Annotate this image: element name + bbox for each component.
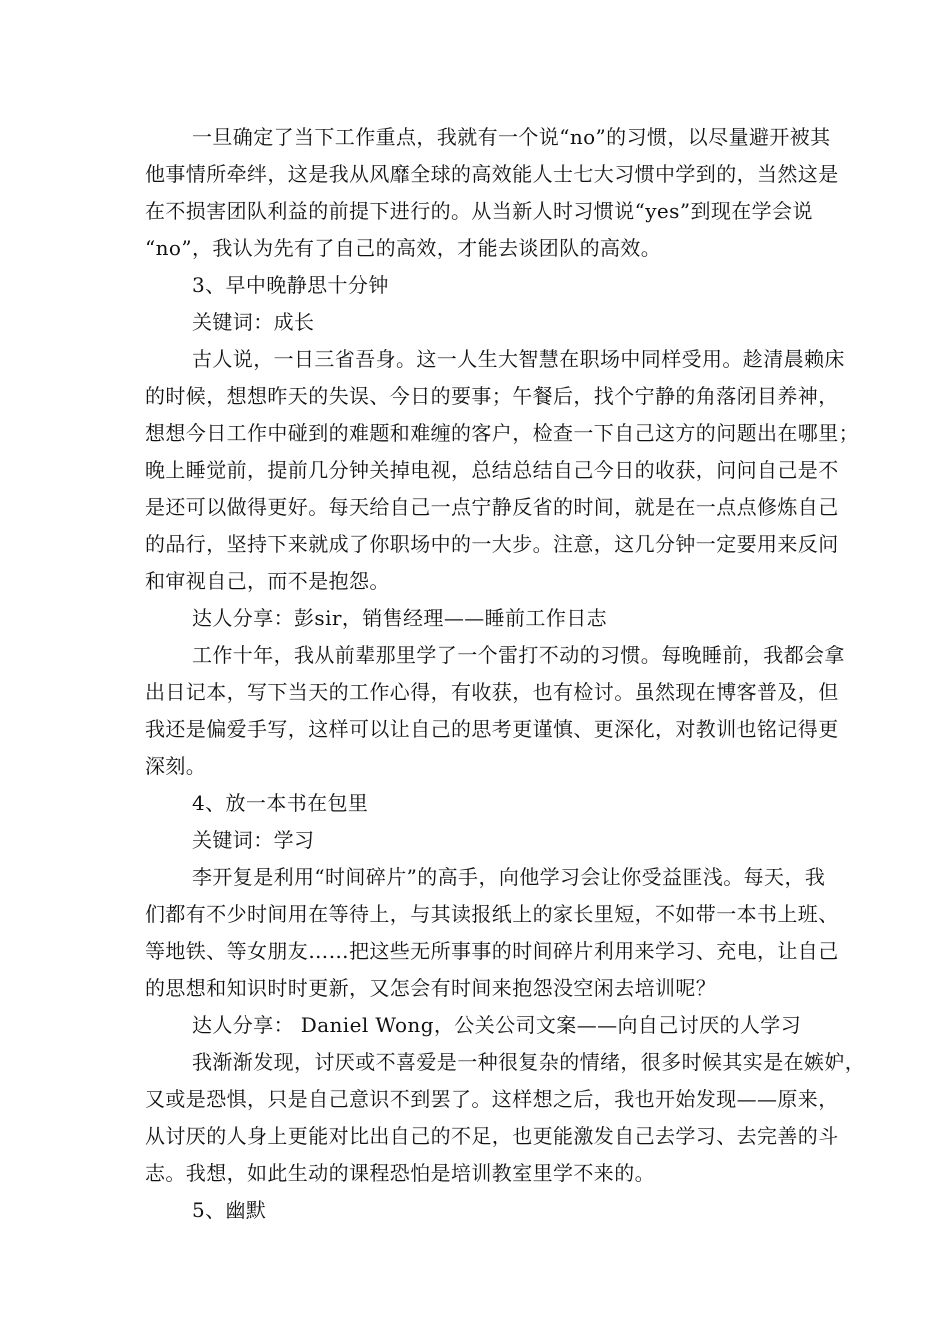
paragraph-line: 我渐渐发现，讨厌或不喜爱是一种很复杂的情绪，很多时候其实是在嫉妒， — [192, 1050, 866, 1074]
paragraph-line: 的思想和知识时时更新，又怎会有时间来抱怨没空闲去培训呢？ — [145, 976, 717, 1000]
paragraph-line: 又或是恐惧，只是自己意识不到罢了。这样想之后，我也开始发现——原来， — [145, 1087, 839, 1111]
paragraph-line: 和审视自己，而不是抱怨。 — [145, 569, 390, 593]
section-heading: 5、幽默 — [192, 1198, 267, 1222]
expert-share-heading: 达人分享： Daniel Wong，公关公司文案——向自己讨厌的人学习 — [192, 1013, 802, 1037]
paragraph-line: 想想今日工作中碰到的难题和难缠的客户，检查一下自己这方的问题出在哪里； — [145, 421, 859, 445]
section-heading: 4、放一本书在包里 — [192, 791, 369, 815]
paragraph-line: 一旦确定了当下工作重点，我就有一个说“no”的习惯，以尽量避开被其 — [192, 125, 831, 149]
paragraph-line: 等地铁、等女朋友……把这些无所事事的时间碎片利用来学习、充电，让自己 — [145, 939, 839, 963]
paragraph-line: 的时候，想想昨天的失误、今日的要事；午餐后，找个宁静的角落闭目养神， — [145, 384, 839, 408]
paragraph-line: 工作十年，我从前辈那里学了一个雷打不动的习惯。每晚睡前，我都会拿 — [192, 643, 845, 667]
keyword-label: 关键词：成长 — [192, 310, 315, 334]
section-heading: 3、早中晚静思十分钟 — [192, 273, 389, 297]
paragraph-line: 出日记本，写下当天的工作心得，有收获，也有检讨。虽然现在博客普及，但 — [145, 680, 839, 704]
paragraph-line: 我还是偏爱手写，这样可以让自己的思考更谨慎、更深化，对教训也铭记得更 — [145, 717, 839, 741]
paragraph-line: 他事情所牵绊，这是我从风靡全球的高效能人士七大习惯中学到的，当然这是 — [145, 162, 839, 186]
paragraph-line: 的品行，坚持下来就成了你职场中的一大步。注意，这几分钟一定要用来反问 — [145, 532, 839, 556]
paragraph-line: “no”，我认为先有了自己的高效，才能去谈团队的高效。 — [145, 236, 662, 260]
paragraph-line: 们都有不少时间用在等待上，与其读报纸上的家长里短，不如带一本书上班、 — [145, 902, 839, 926]
paragraph-line: 是还可以做得更好。每天给自己一点宁静反省的时间，就是在一点点修炼自己 — [145, 495, 839, 519]
paragraph-line: 志。我想，如此生动的课程恐怕是培训教室里学不来的。 — [145, 1161, 655, 1185]
paragraph-line: 在不损害团队利益的前提下进行的。从当新人时习惯说“yes”到现在学会说 — [145, 199, 813, 223]
expert-share-heading: 达人分享：彭sir，销售经理——睡前工作日志 — [192, 606, 608, 630]
paragraph-line: 李开复是利用“时间碎片”的高手，向他学习会让你受益匪浅。每天，我 — [192, 865, 826, 889]
keyword-label: 关键词：学习 — [192, 828, 315, 852]
paragraph-line: 古人说，一日三省吾身。这一人生大智慧在职场中同样受用。趁清晨赖床 — [192, 347, 845, 371]
paragraph-line: 从讨厌的人身上更能对比出自己的不足，也更能激发自己去学习、去完善的斗 — [145, 1124, 839, 1148]
paragraph-line: 晚上睡觉前，提前几分钟关掉电视，总结总结自己今日的收获，问问自己是不 — [145, 458, 839, 482]
paragraph-line: 深刻。 — [145, 754, 207, 778]
